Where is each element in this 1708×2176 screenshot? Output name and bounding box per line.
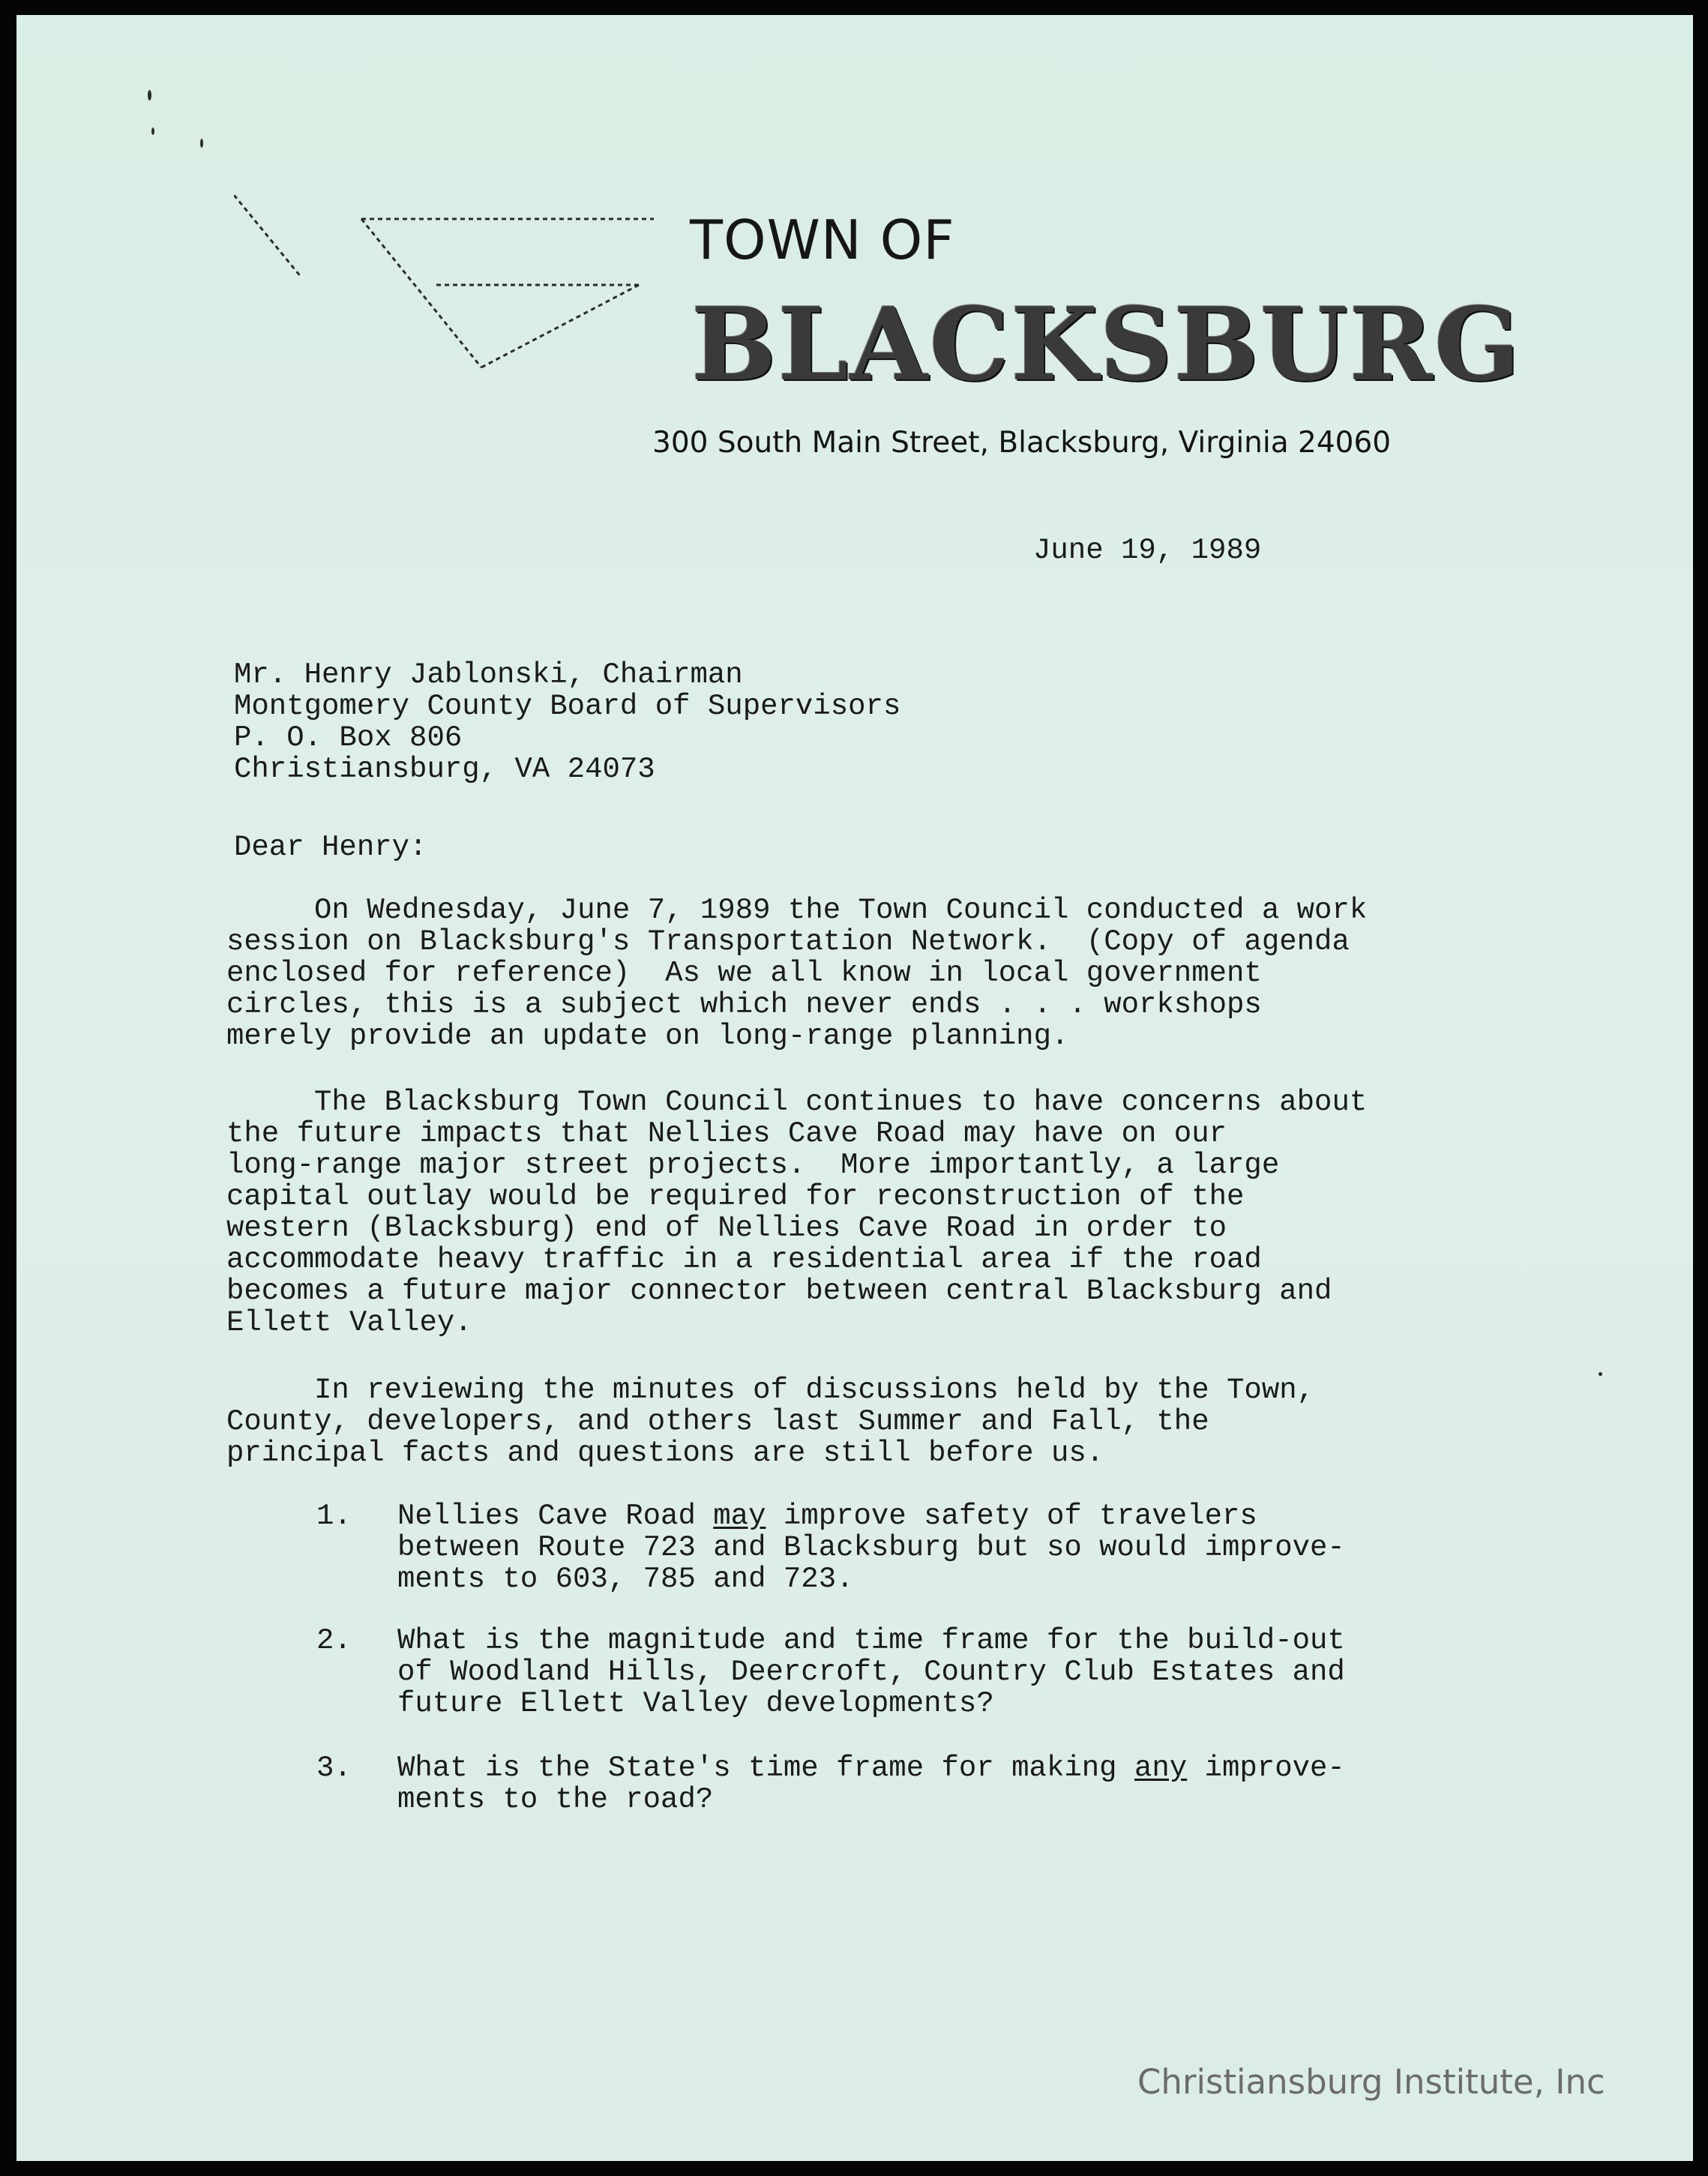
paragraph-line: capital outlay would be required for reconstruction of the	[226, 1180, 1245, 1213]
paragraph-line: principal facts and questions are still before us.	[226, 1437, 1104, 1470]
paragraph-line: County, developers, and others last Summer and Fall, the	[226, 1405, 1209, 1438]
letterhead-town-of: TOWN OF	[690, 208, 955, 271]
letterhead-address: 300 South Main Street, Blacksburg, Virginia 24060	[652, 426, 1392, 460]
recipient-line: Mr. Henry Jablonski, Chairman	[234, 658, 743, 691]
paragraph-line: session on Blacksburg's Transportation Network. (Copy of agenda	[226, 925, 1350, 958]
paragraph-line: western (Blacksburg) end of Nellies Cave Road in order to	[226, 1212, 1227, 1245]
list-item-line: What is the magnitude and time frame for the build-out	[397, 1624, 1345, 1657]
paper-speck	[200, 139, 203, 148]
letterhead-town-name: BLACKSBURG	[691, 285, 1522, 403]
recipient-line: Christiansburg, VA 24073	[234, 753, 655, 786]
town-logo-mark	[234, 195, 654, 390]
list-item-number: 1.	[316, 1500, 352, 1533]
salutation: Dear Henry:	[234, 831, 427, 864]
paragraph-line: enclosed for reference) As we all know in local government	[226, 957, 1262, 990]
list-item-line: What is the State's time frame for making any improve-	[397, 1752, 1345, 1785]
paragraph-line: long-range major street projects. More importantly, a large	[226, 1149, 1280, 1182]
letter-page	[16, 15, 1693, 2161]
paragraph-line: On Wednesday, June 7, 1989 the Town Council conducted a work	[226, 894, 1368, 927]
recipient-line: Montgomery County Board of Supervisors	[234, 690, 901, 723]
letter-date: June 19, 1989	[1033, 534, 1262, 567]
paragraph-line: merely provide an update on long-range planning.	[226, 1020, 1069, 1053]
list-item-line: future Ellett Valley developments?	[397, 1687, 994, 1720]
paper-speck	[148, 90, 151, 100]
list-item-number: 3.	[316, 1752, 352, 1785]
paper-speck	[151, 127, 154, 135]
paragraph-line: the future impacts that Nellies Cave Road may have on our	[226, 1117, 1227, 1150]
archive-watermark: Christiansburg Institute, Inc	[1137, 2062, 1605, 2102]
paragraph-line: becomes a future major connector between central Blacksburg and	[226, 1275, 1332, 1308]
list-item-line: ments to 603, 785 and 723.	[397, 1563, 854, 1596]
list-item-line: of Woodland Hills, Deercroft, Country Club Estates and	[397, 1656, 1345, 1689]
recipient-line: P. O. Box 806	[234, 721, 463, 754]
paragraph-line: accommodate heavy traffic in a residential area if the road	[226, 1243, 1262, 1276]
paper-speck	[1599, 1372, 1602, 1376]
list-item-line: ments to the road?	[397, 1783, 714, 1816]
paragraph-line: circles, this is a subject which never ends . . . workshops	[226, 988, 1262, 1021]
paragraph-line: Ellett Valley.	[226, 1306, 472, 1339]
list-item-line: between Route 723 and Blacksburg but so would improve-	[397, 1531, 1345, 1564]
list-item-line: Nellies Cave Road may improve safety of travelers	[397, 1500, 1257, 1533]
list-item-number: 2.	[316, 1624, 352, 1657]
paragraph-line: In reviewing the minutes of discussions held by the Town,	[226, 1374, 1315, 1407]
paragraph-line: The Blacksburg Town Council continues to have concerns about	[226, 1086, 1368, 1119]
